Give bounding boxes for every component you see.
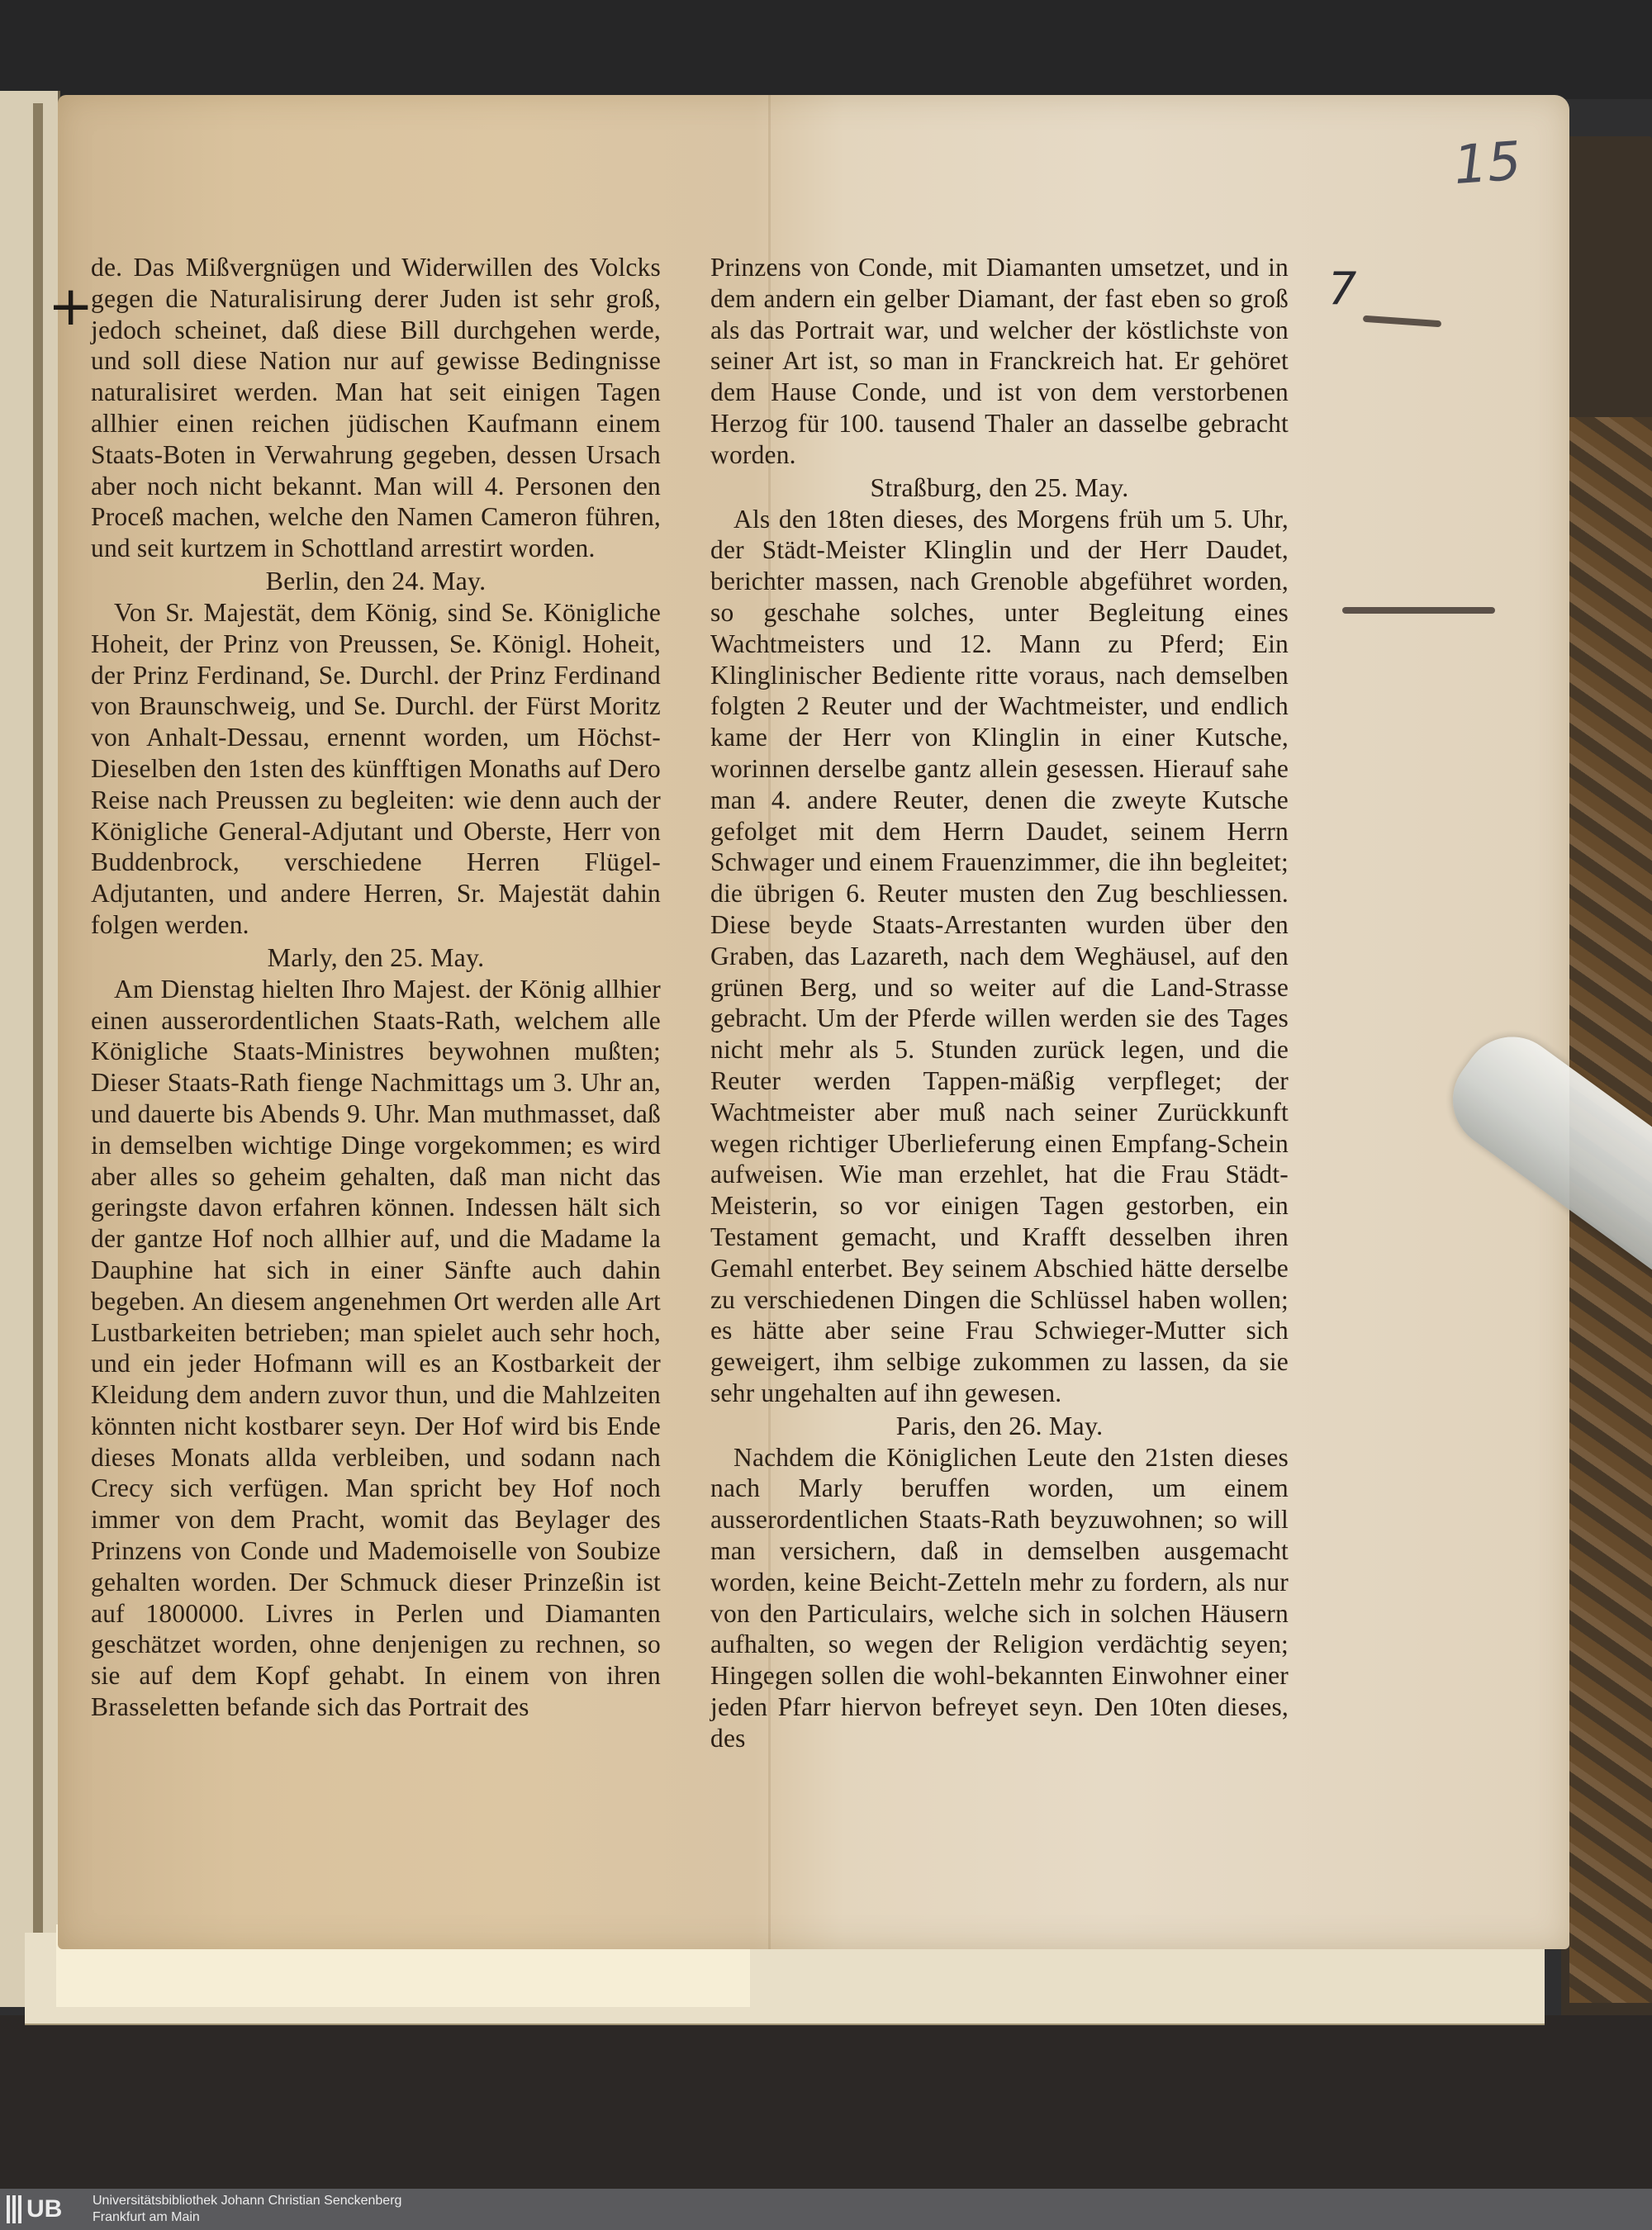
ub-logo-icon (7, 2195, 21, 2223)
paragraph: Nachdem die Königlichen Leute den 21sten dieses nach Marly beruffen worden, um einem ausserordentlichen Staats-Rath beyzuwohnen; so will man versichern, daß in demselben ausgemacht worden, keine Beicht-Zetteln mehr zu fordern, als nur von den Particulairs, welche sich in solchen Häusern aufhalten, so wegen der Religion verdächtig seyen; Hingegen sollen die wohl-bekannten Einwohner einer jeden Pfarr hiervon befreyet seyn. Den 10ten dieses, des (710, 1442, 1289, 1753)
library-footer-bar (0, 2189, 1652, 2230)
paragraph: Als den 18ten dieses, des Morgens früh um 5. Uhr, der Städt-Meister Klinglin und der Herr Daudet, berichter massen, nach Grenoble abgeführet worden, so geschahe solches, unter Begleitung eines Wachtmeisters und 12. Mann zu Pferd; Ein Klinglinischer Bediente ritte voraus, nach demselben folgten 2 Reuter und der Wachtmeister, und endlich kame der Herr von Klinglin in einer Kutsche, worinnen derselbe gantz allein gesessen. Hierauf sahe man 4. andere Reuter, denen die zweyte Kutsche gefolget mit dem Herrn Daudet, seinem Herrn Schwager und einem Frauenzimmer, die ihn begleitet; die übrigen 6. Reuter musten den Zug beschliessen. Diese beyde Staats-Arrestanten wurden über den Graben, das Lazareth, nach dem Weghäusel, auf den grünen Berg, und so weiter auf die Land-Strasse gebracht. Um der Pferde willen werden sie des Tages nicht mehr als 5. Stunden zurück legen, und die Reuter werden Tappen-mäßig verpfleget; der Wachtmeister aber muß nach seiner Zurückkunft wegen richtiger Uberlieferung einen Empfang-Schein aufweisen. Wie man erzehlet, hat die Frau Städt-Meisterin, so vor einigen Tagen gestorben, ein Testament gemacht, und Krafft desselben ihren Gemahl enterbet. Bey seinem Abschied hätte derselbe zu verschiedenen Dingen die Schlüssel haben wollen; es hätte aber seine Frau Schwieger-Mutter sich geweigert, ihm selbige zukommen zu lassen, da sie sehr ungehalten auf ihn gewesen. (710, 504, 1289, 1407)
book-board-bottom (0, 2015, 1652, 2189)
facing-page-edge (0, 91, 60, 2007)
ub-logo[interactable] (7, 2193, 86, 2226)
margin-seven-mark: 7 (1328, 263, 1357, 315)
folio-number: 15 (1451, 130, 1523, 197)
paragraph: Von Sr. Majestät, dem König, sind Se. Königliche Hoheit, der Prinz von Preussen, Se. Königl. Hoheit, der Prinz Ferdinand, Se. Durchl. der Prinz Ferdinand von Braunschweig, und Se. Durchl. der Fürst Moritz von Anhalt-Dessau, ernennt worden, um Höchst-Dieselben den 1sten des künfftigen Monaths auf Dero Reise nach Preussen zu begleiten: wie denn auch der Königliche General-Adjutant und Oberste, Herr von Buddenbrock, verschiedene Herren Flügel-Adjutanten, und andere Herren, Sr. Majestät dahin folgen werden. (91, 597, 661, 939)
right-text-column (710, 252, 1289, 1754)
dateline-marly: Marly, den 25. May. (267, 942, 485, 972)
book-cover-top (0, 0, 1652, 99)
margin-cross-mark: + (48, 274, 94, 338)
dateline-paris: Paris, den 26. May. (895, 1410, 1104, 1440)
dateline-berlin: Berlin, den 24. May. (265, 565, 487, 595)
dateline-strassburg: Straßburg, den 25. May. (870, 472, 1129, 502)
library-name-line-1: Universitätsbibliothek Johann Christian Senckenberg (93, 2194, 402, 2208)
left-text-column (91, 252, 661, 1723)
paragraph: Prinzens von Conde, mit Diamanten umsetzet, und in dem andern ein gelber Diamant, der fast eben so groß als das Portrait war, und welcher der köstlichste von seiner Art ist, so man in Franckreich hat. Er gehöret dem Hause Conde, und ist von dem verstorbenen Herzog für 100. tausend Thaler an dasselbe gebracht worden. (710, 253, 1289, 469)
ub-logo-text: UB (26, 2195, 63, 2223)
paragraph: Am Dienstag hielten Ihro Majest. der König allhier einen ausserordentlichen Staats-Rath, welchem alle Königliche Staats-Ministres beywohnen mußten; Dieser Staats-Rath fienge Nachmittags um 3. Uhr an, und dauerte bis Abends 9. Uhr. Man muthmasset, daß in demselben wichtige Dinge vorgekommen; es wird aber alles so geheim gehalten, daß man nicht das geringste davon erfahren können. Indessen hält sich der gantze Hof noch allhier auf, und die Madame la Dauphine hat sich in einer Sänfte auch dahin begeben. An diesem angenehmen Ort werden alle Art Lustbarkeiten betrieben; man spielet auch sehr hoch, und ein jeder Hofmann will es an Kostbarkeit der Kleidung dem andern zuvor thun, und die Mahlzeiten könnten nicht kostbarer seyn. Der Hof wird bis Ende dieses Monats allda verbleiben, und sodann nach Crecy sich verfügen. Man spricht bey Hof noch immer von dem Pracht, womit das Beylager des Prinzens von Conde und Mademoiselle von Soubize gehalten worden. Der Schmuck dieser Prinzeßin ist auf 1800000. Livres in Perlen und Diamanten geschätzet worden, ohne denjenigen zu rechnen, so sie auf dem Kopf gehabt. In einem von ihren Brasseletten befande sich das Portrait des (91, 974, 661, 1722)
pencil-dash-mark (1342, 607, 1495, 614)
library-name[interactable] (93, 2193, 401, 2226)
paragraph: de. Das Mißvergnügen und Widerwillen des Volcks gegen die Naturalisirung derer Juden ist sehr groß, jedoch scheinet, daß diese Bill durchgehen werde, und soll diese Nation nur auf gewisse Bedingnisse naturalisiret werden. Man hat seit einigen Tagen allhier einen reichen jüdischen Kaufmann einem Staats-Boten in Verwahrung gegeben, dessen Ursach aber noch nicht bekannt. Man will 4. Personen den Proceß machen, welche den Namen Cameron führen, und seit kurtzem in Schottland arrestirt worden. (91, 253, 661, 563)
binding-gutter (33, 103, 43, 1978)
library-name-line-2: Frankfurt am Main (93, 2210, 200, 2224)
